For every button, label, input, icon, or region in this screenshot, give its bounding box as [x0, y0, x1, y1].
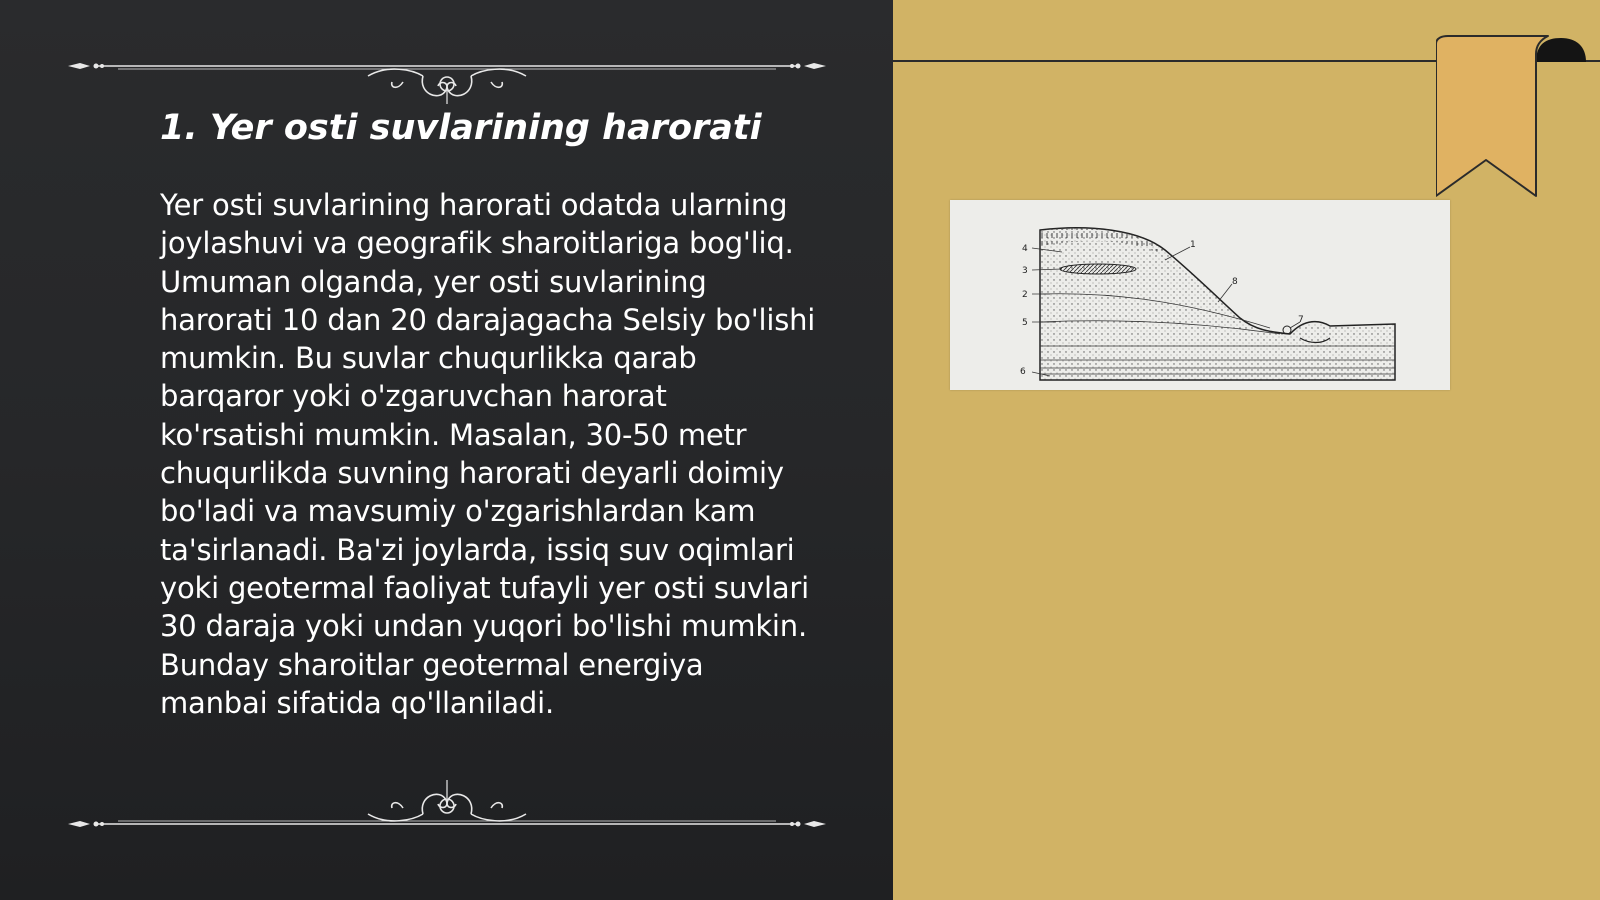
bookmark-ribbon-icon	[1436, 34, 1600, 199]
figure-label-6: 6	[1020, 367, 1026, 377]
figure-label-7: 7	[1298, 315, 1304, 325]
figure-label-5: 5	[1022, 318, 1028, 328]
figure-label-2: 2	[1022, 290, 1028, 300]
groundwater-cross-section-figure	[950, 200, 1450, 390]
bottom-ornament-divider-icon	[68, 778, 826, 828]
slide-body-text: Yer osti suvlarining harorati odatda ularning joylashuvi va geografik sharoitlariga bog'liq. Umuman olganda, yer osti suvlarining harorati 10 dan 20 darajagacha Selsiy bo'lishi mumkin. Bu suvlar chuqurlikka qarab barqaror yoki o'zgaruvchan harorat ko'rsatishi mumkin. Masalan, 30-50 metr chuqurlikda suvning harorati deyarli doimiy bo'ladi va mavsumiy o'zgarishlardan kam ta'sirlanadi. Ba'zi joylarda, issiq suv oqimlari yoki geotermal faoliyat tufayli yer osti suvlari 30 daraja yoki undan yuqori bo'lishi mumkin. Bunday sharoitlar geotermal energiya manbai sifatida qo'llaniladi.	[160, 188, 816, 720]
figure-label-8: 8	[1232, 277, 1238, 287]
cross-section-diagram	[950, 200, 1450, 390]
figure-label-4: 4	[1022, 244, 1028, 254]
figure-label-3: 3	[1022, 266, 1028, 276]
top-ornament-divider-icon	[68, 44, 826, 94]
figure-label-1: 1	[1190, 240, 1196, 250]
slide-title: 1. Yer osti suvlarining harorati	[160, 108, 762, 148]
